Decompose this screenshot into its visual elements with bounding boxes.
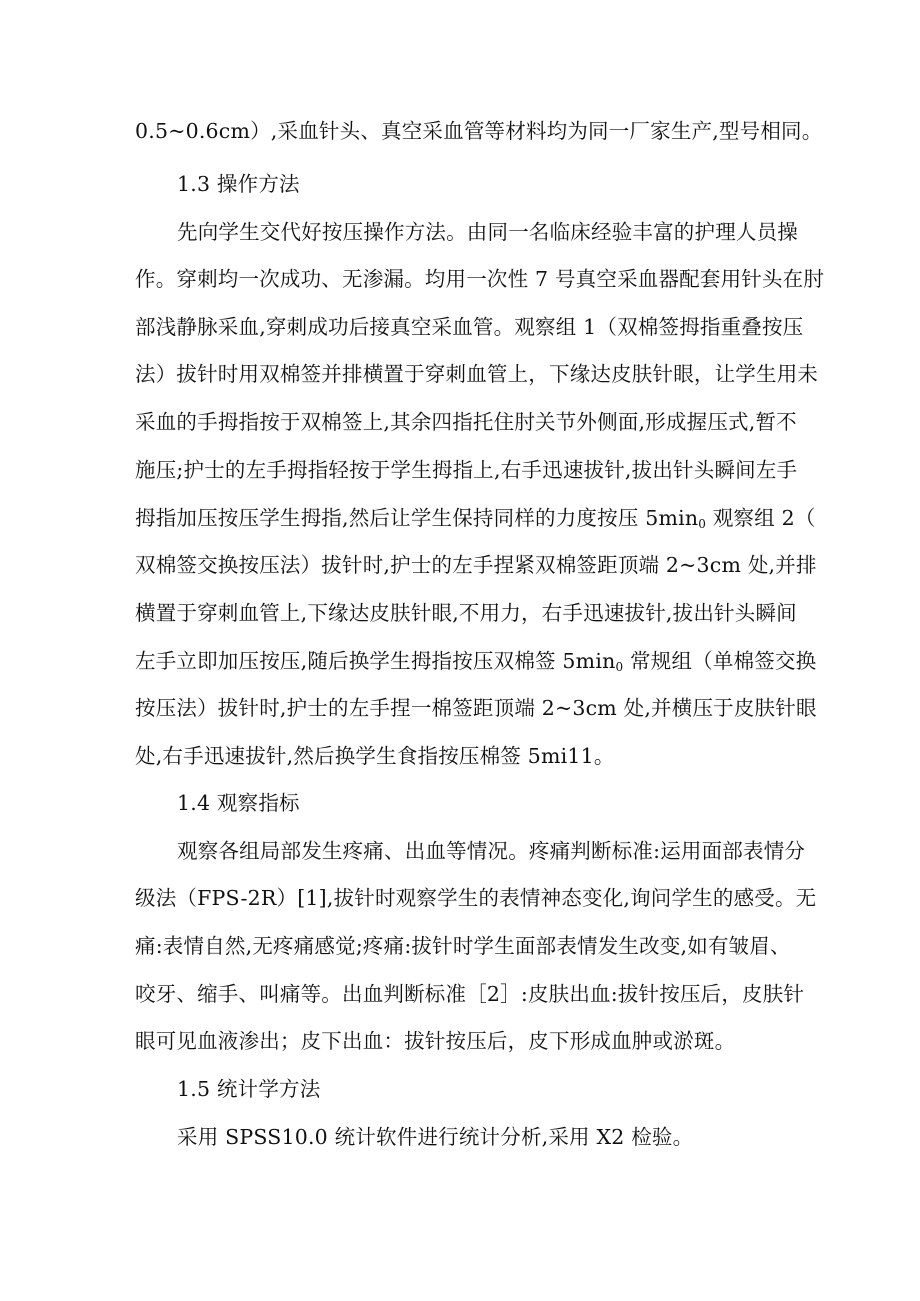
paragraph-line: [135, 648, 816, 680]
paragraph-line: [135, 505, 816, 537]
paragraph-line: 按压法）拔针时,护士的左手捏一棉签距顶端 2~3cm 处,并横压于皮肤针眼: [135, 696, 817, 720]
paragraph-line: 作。穿刺均一次成功、无渗漏。均用一次性 7 号真空采血器配套用针头在肘: [135, 267, 825, 291]
paragraph-line: 先向学生交代好按压操作方法。由同一名临床经验丰富的护理人员操: [177, 220, 798, 244]
paragraph-line: 痛:表情自然,无疼痛感觉;疼痛:拔针时学生面部表情发生改变,如有皱眉、: [135, 934, 791, 958]
paragraph-line: 法）拔针时用双棉签并排横置于穿刺血管上，下缘达皮肤针眼，让学生用未: [135, 362, 819, 386]
section-heading-1-3: 1.3 操作方法: [177, 172, 300, 196]
paragraph-line: 咬牙、缩手、叫痛等。出血判断标准［2］:皮肤出血:拔针按压后，皮肤针: [135, 982, 805, 1006]
line-text: 左手立即加压按压,随后换学生拇指按压双棉签 5min: [135, 649, 616, 673]
paragraph-line: 眼可见血液渗出；皮下出血：拔针按压后，皮下形成血肿或淤斑。: [135, 1029, 736, 1053]
paragraph-line: 采用 SPSS10.0 统计软件进行统计分析,采用 X2 检验。: [177, 1125, 694, 1149]
paragraph-line: 采血的手拇指按于双棉签上,其余四指托住肘关节外侧面,形成握压式,暂不: [135, 410, 797, 434]
paragraph-line: 处,右手迅速拔针,然后换学生食指按压棉签 5mi11。: [135, 744, 615, 768]
section-heading-1-5: 1.5 统计学方法: [177, 1077, 321, 1101]
paragraph-line: 级法（FPS-2R）[1],拔针时观察学生的表情神态变化,询问学生的感受。无: [135, 886, 817, 910]
line-text: 拇指加压按压学生拇指,然后让学生保持同样的力度按压 5min: [135, 506, 699, 530]
paragraph-line: 双棉签交换按压法）拔针时,护士的左手捏紧双棉签距顶端 2~3cm 处,并排: [135, 553, 817, 577]
line-text: 观察组 2（: [706, 506, 816, 530]
paragraph-line: 观察各组局部发生疼痛、出血等情况。疼痛判断标准:运用面部表情分: [177, 839, 806, 863]
subscript: 0: [615, 660, 624, 674]
section-heading-1-4: 1.4 观察指标: [177, 791, 300, 815]
line-text: 常规组（单棉签交换: [623, 649, 817, 673]
paragraph-line: 0.5~0.6cm）,采血针头、真空采血管等材料均为同一厂家生产,型号相同。: [135, 119, 823, 143]
paragraph-line: 横置于穿刺血管上,下缘达皮肤针眼,不用力，右手迅速拔针,拔出针头瞬间: [135, 601, 797, 625]
subscript: 0: [698, 517, 707, 531]
paragraph-line: 施压;护士的左手拇指轻按于学生拇指上,右手迅速拔针,拔出针头瞬间左手: [135, 458, 798, 482]
paragraph-line: 部浅静脉采血,穿刺成功后接真空采血管。观察组 1（双棉签拇指重叠按压: [135, 315, 804, 339]
